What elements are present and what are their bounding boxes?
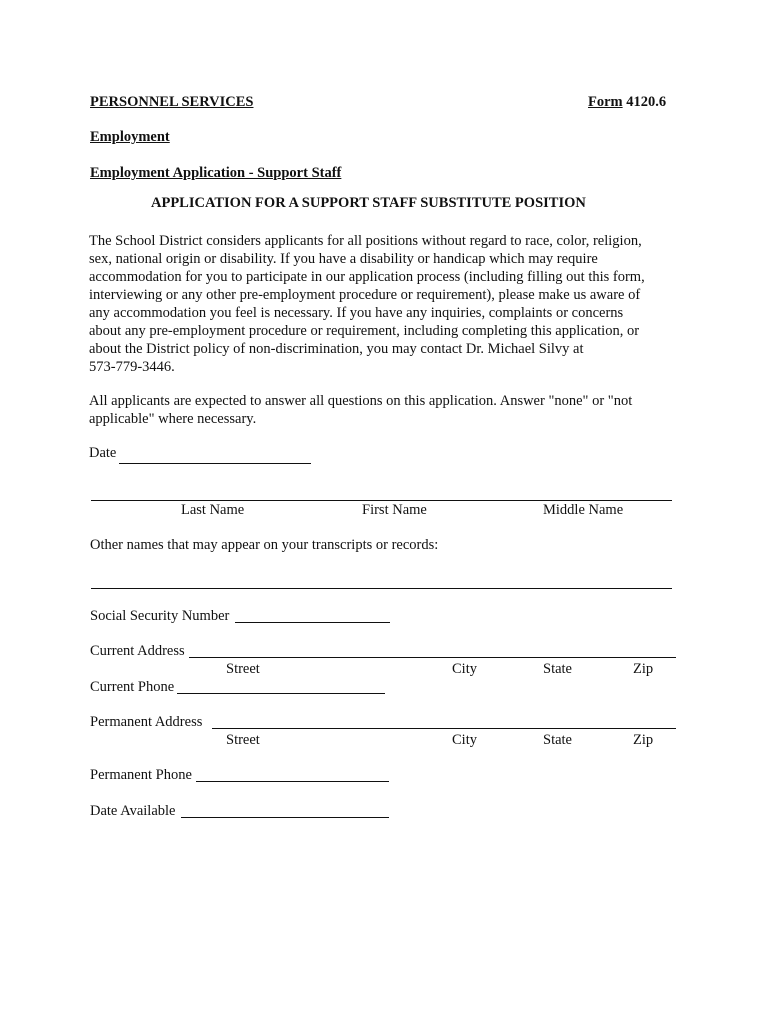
nondiscrimination-paragraph: [89, 232, 689, 376]
subsection-title: Employment Application - Support Staff: [90, 165, 342, 181]
middle-name-label: Middle Name: [543, 502, 624, 518]
paragraph-line: All applicants are expected to answer all questions on this application. Answer "none" or "not: [89, 393, 633, 409]
date-available-label: Date Available: [90, 803, 176, 819]
permanent-phone-field[interactable]: [196, 781, 389, 782]
current-address-label: Current Address: [90, 643, 185, 659]
paragraph-line: applicable" where necessary.: [89, 411, 257, 427]
current-address-field[interactable]: [189, 657, 676, 658]
section-title: Employment: [90, 129, 170, 145]
page-title: APPLICATION FOR A SUPPORT STAFF SUBSTITUTE POSITION: [151, 195, 586, 211]
paragraph-line: The School District considers applicants for all positions without regard to race, color, religion,: [89, 233, 642, 249]
instructions-paragraph: [89, 392, 689, 428]
current-phone-field[interactable]: [177, 693, 385, 694]
first-name-label: First Name: [362, 502, 427, 518]
permanent-state-label: State: [543, 732, 572, 748]
permanent-street-label: Street: [226, 732, 260, 748]
paragraph-line: about the District policy of non-discrimination, you may contact Dr. Michael Silvy at: [89, 341, 584, 357]
paragraph-line: interviewing or any other pre-employment procedure or requirement), please make us aware of: [89, 287, 641, 303]
ssn-field[interactable]: [235, 622, 390, 623]
current-street-label: Street: [226, 661, 260, 677]
permanent-address-label: Permanent Address: [90, 714, 203, 730]
current-phone-label: Current Phone: [90, 679, 175, 695]
permanent-address-field[interactable]: [212, 728, 676, 729]
last-name-label: Last Name: [181, 502, 245, 518]
date-available-field[interactable]: [181, 817, 389, 818]
form-number-value: 4120.6: [626, 94, 667, 110]
permanent-phone-label: Permanent Phone: [90, 767, 192, 783]
paragraph-line: sex, national origin or disability. If you have a disability or handicap which may require: [89, 251, 598, 267]
date-field[interactable]: [119, 463, 311, 464]
permanent-city-label: City: [452, 732, 477, 748]
paragraph-line: 573-779-3446.: [89, 359, 175, 375]
form-word: Form: [588, 94, 623, 110]
current-zip-label: Zip: [633, 661, 654, 677]
paragraph-line: accommodation for you to participate in our application process (including filling out this form,: [89, 269, 645, 285]
name-field[interactable]: [91, 500, 672, 501]
paragraph-line: about any pre-employment procedure or requirement, including completing this application, or: [89, 323, 640, 339]
date-label: Date: [89, 445, 117, 461]
current-state-label: State: [543, 661, 572, 677]
section-header: PERSONNEL SERVICES: [90, 94, 254, 110]
other-names-label: Other names that may appear on your transcripts or records:: [90, 537, 439, 553]
other-names-field[interactable]: [91, 588, 672, 589]
current-city-label: City: [452, 661, 477, 677]
ssn-label: Social Security Number: [90, 608, 230, 624]
form-number: [588, 94, 666, 111]
permanent-zip-label: Zip: [633, 732, 654, 748]
paragraph-line: any accommodation you feel is necessary. If you have any inquiries, complaints or concerns: [89, 305, 624, 321]
